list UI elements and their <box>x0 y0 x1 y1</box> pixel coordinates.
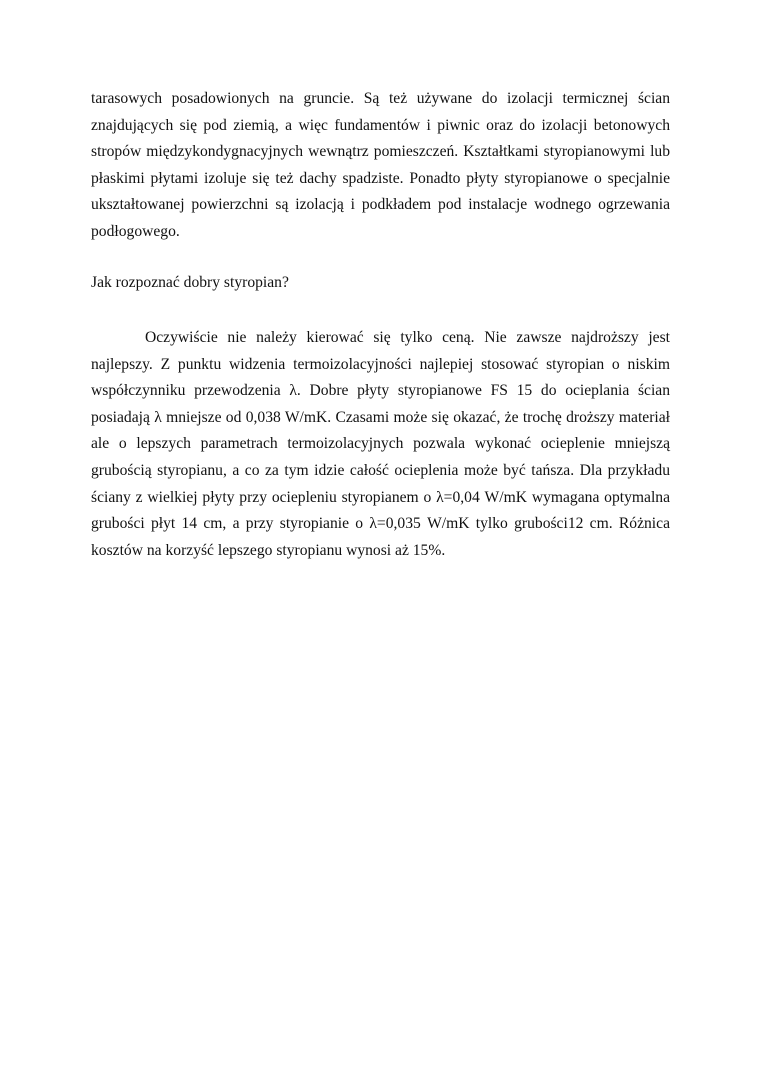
section-heading: Jak rozpoznać dobry styropian? <box>91 274 289 291</box>
paragraph-insulation-uses: tarasowych posadowionych na gruncie. Są też używane do izolacji termicznej ścian znajdujących się pod ziemią, a więc fundamentów i piwnic oraz do izolacji betonowych stropów międzykondygnacyjnych wewnątrz pomieszczeń. Kształtkami styropianowymi lub płaskimi płytami izoluje się też dachy spadziste. Ponadto płyty styropianowe o specjalnie ukształtowanej powierzchni są izolacją i podkładem pod instalacje wodnego ogrzewania podłogowego. <box>91 90 670 240</box>
paragraph-good-styrofoam: Oczywiście nie należy kierować się tylko ceną. Nie zawsze najdroższy jest najlepszy. Z punktu widzenia termoizolacyjności najlepiej stosować styropian o niskim współczynniku przewodzenia λ. Dobre płyty styropianowe FS 15 do ocieplania ścian posiadają λ mniejsze od 0,038 W/mK. Czasami może się okazać, że trochę droższy materiał ale o lepszych parametrach termoizolacyjnych pozwala wykonać ocieplenie mniejszą grubością styropianu, a co za tym idzie całość ocieplenia może być tańsza. Dla przykładu ściany z wielkiej płyty przy ociepleniu styropianem o λ=0,04 W/mK wymagana optymalna grubości płyt 14 cm, a przy styropianie o λ=0,035 W/mK tylko grubości12 cm. Różnica kosztów na korzyść lepszego styropianu wynosi aż 15%. <box>91 329 670 559</box>
